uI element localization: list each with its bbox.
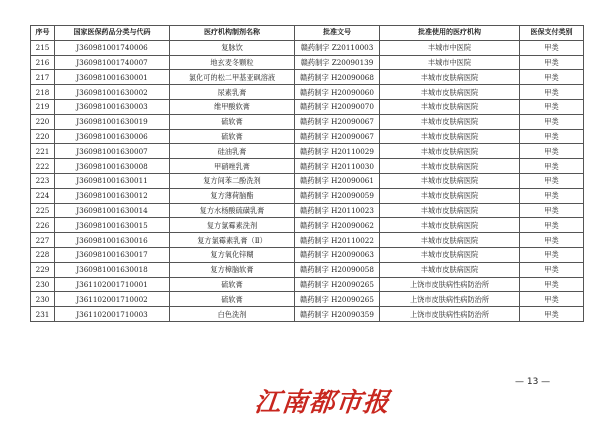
cell-index: 230 — [31, 292, 55, 307]
header-index: 序号 — [31, 26, 55, 41]
cell-approval-number: 赣药制字 H20110030 — [295, 159, 380, 174]
cell-preparation-name: 复方薄荷脑酯 — [170, 188, 295, 203]
cell-code: J360981001630017 — [55, 247, 170, 262]
table-row — [31, 277, 584, 292]
table-row — [31, 70, 584, 85]
cell-code: J360981001630011 — [55, 173, 170, 188]
header-institution: 批准使用的医疗机构 — [380, 26, 520, 41]
cell-preparation-name: 维甲酸软膏 — [170, 99, 295, 114]
cell-index: 220 — [31, 129, 55, 144]
cell-payment-category: 甲类 — [520, 247, 584, 262]
cell-preparation-name: 复方水杨酸硫磺乳膏 — [170, 203, 295, 218]
table-row — [31, 307, 584, 322]
table-header-row — [31, 26, 584, 41]
cell-institution: 丰城市皮肤病医院 — [380, 218, 520, 233]
cell-approval-number: 赣药制字 H20090067 — [295, 114, 380, 129]
cell-index: 222 — [31, 159, 55, 174]
cell-preparation-name: 白色洗剂 — [170, 307, 295, 322]
table-row — [31, 55, 584, 70]
cell-index: 220 — [31, 114, 55, 129]
cell-approval-number: 赣药制字 H20090063 — [295, 247, 380, 262]
cell-code: J361102001710001 — [55, 277, 170, 292]
header-payment-category: 医保支付类别 — [520, 26, 584, 41]
cell-payment-category: 甲类 — [520, 114, 584, 129]
cell-payment-category: 甲类 — [520, 307, 584, 322]
table-row — [31, 85, 584, 100]
cell-institution: 丰城市皮肤病医院 — [380, 99, 520, 114]
cell-approval-number: 赣药制字 H20110029 — [295, 144, 380, 159]
table-row — [31, 99, 584, 114]
cell-index: 231 — [31, 307, 55, 322]
cell-code: J360981001630018 — [55, 262, 170, 277]
table-row — [31, 188, 584, 203]
table-row — [31, 233, 584, 248]
cell-institution: 丰城市皮肤病医院 — [380, 70, 520, 85]
cell-institution: 丰城市皮肤病医院 — [380, 144, 520, 159]
cell-institution: 丰城市皮肤病医院 — [380, 129, 520, 144]
cell-payment-category: 甲类 — [520, 203, 584, 218]
cell-index: 227 — [31, 233, 55, 248]
cell-index: 230 — [31, 277, 55, 292]
cell-approval-number: 赣药制字 H20110022 — [295, 233, 380, 248]
table-row — [31, 218, 584, 233]
table-row — [31, 129, 584, 144]
cell-code: J361102001710003 — [55, 307, 170, 322]
newspaper-logo-watermark: 江南都市报 — [253, 388, 392, 418]
cell-payment-category: 甲类 — [520, 85, 584, 100]
cell-code: J360981001630003 — [55, 99, 170, 114]
cell-approval-number: 赣药制字 H20090062 — [295, 218, 380, 233]
cell-approval-number: 赣药制字 H20090067 — [295, 129, 380, 144]
cell-index: 228 — [31, 247, 55, 262]
cell-payment-category: 甲类 — [520, 70, 584, 85]
cell-index: 217 — [31, 70, 55, 85]
cell-institution: 丰城市中医院 — [380, 40, 520, 55]
cell-institution: 丰城市皮肤病医院 — [380, 188, 520, 203]
header-approval-number: 批准文号 — [295, 26, 380, 41]
cell-approval-number: 赣药制字 H20090060 — [295, 85, 380, 100]
cell-payment-category: 甲类 — [520, 99, 584, 114]
table-row — [31, 159, 584, 174]
cell-code: J360981001630019 — [55, 114, 170, 129]
table-row — [31, 173, 584, 188]
cell-index: 215 — [31, 40, 55, 55]
formulary-table-container — [30, 25, 583, 322]
cell-index: 226 — [31, 218, 55, 233]
cell-code: J360981001630016 — [55, 233, 170, 248]
table-body — [31, 40, 584, 321]
cell-approval-number: 赣药制字 H20090059 — [295, 188, 380, 203]
cell-institution: 丰城市皮肤病医院 — [380, 233, 520, 248]
cell-index: 229 — [31, 262, 55, 277]
cell-payment-category: 甲类 — [520, 277, 584, 292]
cell-preparation-name: 硫软膏 — [170, 292, 295, 307]
cell-institution: 丰城市皮肤病医院 — [380, 85, 520, 100]
header-code: 国家医保药品分类与代码 — [55, 26, 170, 41]
cell-index: 216 — [31, 55, 55, 70]
cell-code: J361102001710002 — [55, 292, 170, 307]
cell-index: 223 — [31, 173, 55, 188]
cell-payment-category: 甲类 — [520, 188, 584, 203]
cell-index: 225 — [31, 203, 55, 218]
cell-preparation-name: 复方氯霉素乳膏（Ⅱ） — [170, 233, 295, 248]
table-row — [31, 262, 584, 277]
cell-institution: 丰城市皮肤病医院 — [380, 203, 520, 218]
cell-preparation-name: 复方氯霉素洗剂 — [170, 218, 295, 233]
cell-approval-number: 赣药制字 Z20090139 — [295, 55, 380, 70]
cell-index: 221 — [31, 144, 55, 159]
cell-payment-category: 甲类 — [520, 159, 584, 174]
cell-approval-number: 赣药制字 H20090068 — [295, 70, 380, 85]
cell-preparation-name: 硫软膏 — [170, 114, 295, 129]
cell-preparation-name: 地玄麦冬颗粒 — [170, 55, 295, 70]
cell-preparation-name: 复方樟脑软膏 — [170, 262, 295, 277]
cell-payment-category: 甲类 — [520, 173, 584, 188]
cell-payment-category: 甲类 — [520, 40, 584, 55]
cell-payment-category: 甲类 — [520, 262, 584, 277]
page-number: — 13 — — [515, 377, 551, 387]
cell-preparation-name: 硫软膏 — [170, 277, 295, 292]
formulary-table — [30, 25, 584, 322]
cell-index: 219 — [31, 99, 55, 114]
table-row — [31, 292, 584, 307]
cell-approval-number: 赣药制字 H20110023 — [295, 203, 380, 218]
cell-code: J360981001630012 — [55, 188, 170, 203]
cell-approval-number: 赣药制字 Z20110003 — [295, 40, 380, 55]
cell-payment-category: 甲类 — [520, 144, 584, 159]
cell-approval-number: 赣药制字 H20090061 — [295, 173, 380, 188]
cell-payment-category: 甲类 — [520, 218, 584, 233]
cell-code: J360981001740007 — [55, 55, 170, 70]
cell-code: J360981001630008 — [55, 159, 170, 174]
table-row — [31, 247, 584, 262]
cell-institution: 上饶市皮肤病性病防治所 — [380, 277, 520, 292]
cell-approval-number: 赣药制字 H20090058 — [295, 262, 380, 277]
cell-approval-number: 赣药制字 H20090359 — [295, 307, 380, 322]
table-row — [31, 144, 584, 159]
cell-payment-category: 甲类 — [520, 129, 584, 144]
cell-preparation-name: 尿素乳膏 — [170, 85, 295, 100]
table-row — [31, 40, 584, 55]
cell-preparation-name: 复方间苯二酚洗剂 — [170, 173, 295, 188]
cell-institution: 丰城市皮肤病医院 — [380, 114, 520, 129]
cell-approval-number: 赣药制字 H20090070 — [295, 99, 380, 114]
cell-institution: 丰城市中医院 — [380, 55, 520, 70]
cell-institution: 上饶市皮肤病性病防治所 — [380, 307, 520, 322]
cell-code: J360981001630015 — [55, 218, 170, 233]
cell-code: J360981001630006 — [55, 129, 170, 144]
cell-approval-number: 赣药制字 H20090265 — [295, 277, 380, 292]
cell-institution: 丰城市皮肤病医院 — [380, 159, 520, 174]
cell-index: 224 — [31, 188, 55, 203]
cell-code: J360981001630007 — [55, 144, 170, 159]
table-row — [31, 203, 584, 218]
cell-payment-category: 甲类 — [520, 292, 584, 307]
cell-institution: 丰城市皮肤病医院 — [380, 262, 520, 277]
cell-code: J360981001630001 — [55, 70, 170, 85]
cell-institution: 上饶市皮肤病性病防治所 — [380, 292, 520, 307]
cell-preparation-name: 复方氧化锌糊 — [170, 247, 295, 262]
cell-index: 218 — [31, 85, 55, 100]
cell-preparation-name: 复脉饮 — [170, 40, 295, 55]
header-preparation-name: 医疗机构制剂名称 — [170, 26, 295, 41]
cell-preparation-name: 氯化可的松二甲基亚砜溶液 — [170, 70, 295, 85]
cell-institution: 丰城市皮肤病医院 — [380, 173, 520, 188]
cell-code: J360981001630014 — [55, 203, 170, 218]
cell-code: J360981001740006 — [55, 40, 170, 55]
cell-payment-category: 甲类 — [520, 55, 584, 70]
cell-preparation-name: 硫软膏 — [170, 129, 295, 144]
table-row — [31, 114, 584, 129]
cell-payment-category: 甲类 — [520, 233, 584, 248]
cell-preparation-name: 甲硝唑乳膏 — [170, 159, 295, 174]
cell-institution: 丰城市皮肤病医院 — [380, 247, 520, 262]
cell-code: J360981001630002 — [55, 85, 170, 100]
cell-approval-number: 赣药制字 H20090265 — [295, 292, 380, 307]
cell-preparation-name: 硅油乳膏 — [170, 144, 295, 159]
